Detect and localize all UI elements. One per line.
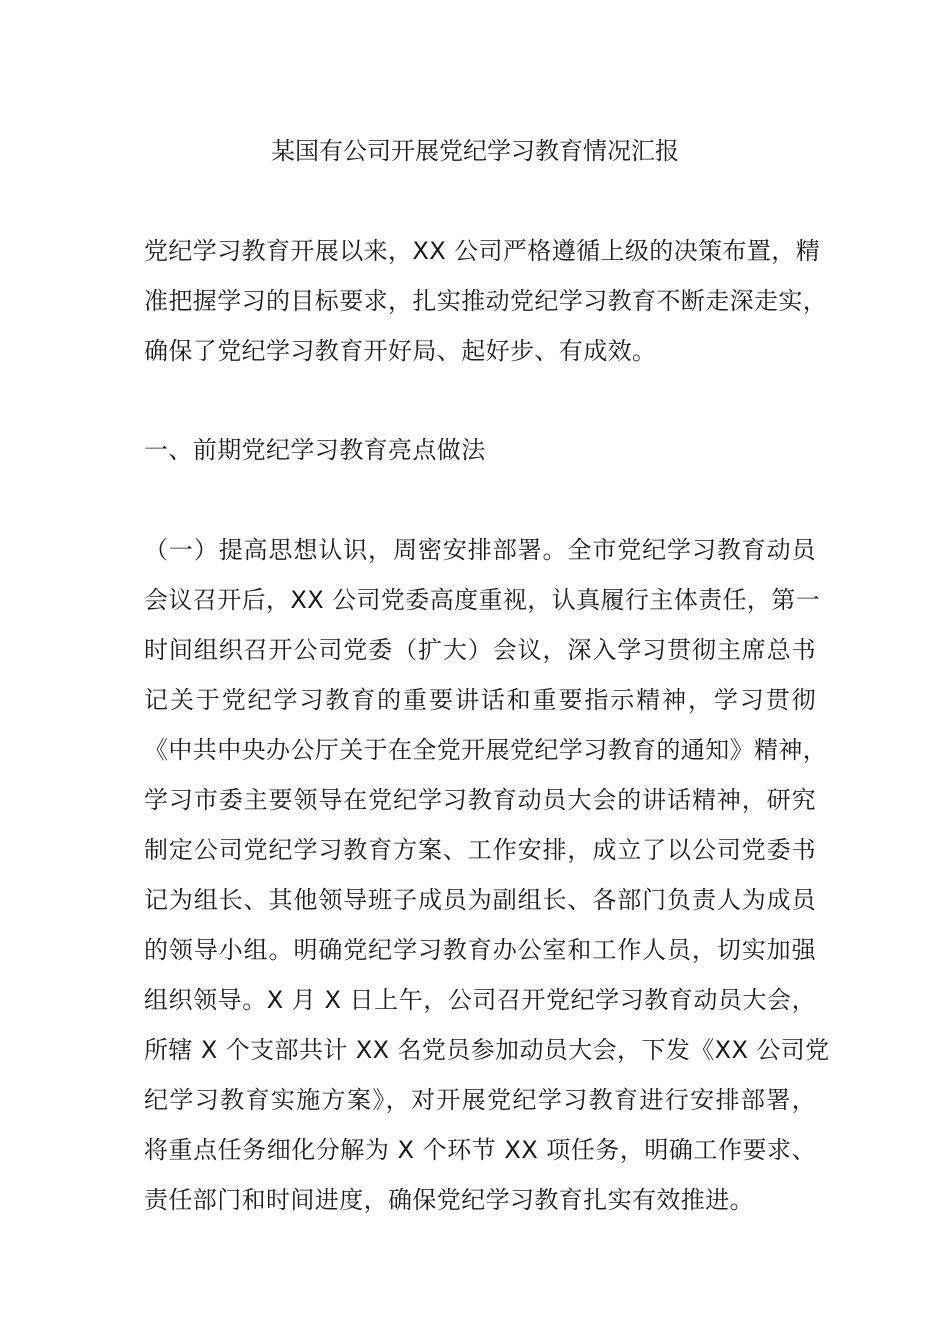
document-title: 某国有公司开展党纪学习教育情况汇报 — [271, 137, 679, 165]
paragraph-line: 学习市委主要领导在党纪学习教育动员大会的讲话精神，研究 — [144, 786, 816, 814]
paragraph-line: 责任部门和时间进度，确保党纪学习教育扎实有效推进。 — [144, 1186, 754, 1214]
paragraph-line: 纪学习教育实施方案》，对开展党纪学习教育进行安排部署， — [144, 1086, 816, 1114]
section-paragraph — [144, 525, 830, 1225]
intro-line: 党纪学习教育开展以来，XX 公司严格遵循上级的决策布置，精 — [144, 237, 821, 265]
paragraph-line: 会议召开后，XX 公司党委高度重视，认真履行主体责任，第一 — [144, 586, 821, 614]
paragraph-line: 组织领导。X 月 X 日上午，公司召开党纪学习教育动员大会， — [144, 986, 816, 1014]
paragraph-line: 《中共中央办公厅关于在全党开展党纪学习教育的通知》精神， — [144, 736, 828, 764]
paragraph-line: 将重点任务细化分解为 X 个环节 XX 项任务，明确工作要求、 — [144, 1136, 816, 1164]
paragraph-line: 制定公司党纪学习教育方案、工作安排，成立了以公司党委书 — [144, 836, 816, 864]
intro-paragraph — [144, 226, 828, 376]
section-heading — [144, 425, 816, 475]
intro-line: 准把握学习的目标要求，扎实推动党纪学习教育不断走深走实， — [144, 287, 828, 315]
paragraph-line: 所辖 X 个支部共计 XX 名党员参加动员大会，下发《XX 公司党 — [144, 1036, 830, 1064]
paragraph-line: （一）提高思想认识，周密安排部署。全市党纪学习教育动员 — [144, 536, 816, 564]
paragraph-line: 时间组织召开公司党委（扩大）会议，深入学习贯彻主席总书 — [144, 636, 816, 664]
paragraph-line: 的领导小组。明确党纪学习教育办公室和工作人员，切实加强 — [144, 936, 816, 964]
section-heading-text: 一、前期党纪学习教育亮点做法 — [144, 436, 486, 464]
paragraph-line: 记为组长、其他领导班子成员为副组长、各部门负责人为成员 — [144, 886, 816, 914]
paragraph-line: 记关于党纪学习教育的重要讲话和重要指示精神，学习贯彻 — [144, 686, 816, 714]
intro-line: 确保了党纪学习教育开好局、起好步、有成效。 — [144, 337, 657, 365]
